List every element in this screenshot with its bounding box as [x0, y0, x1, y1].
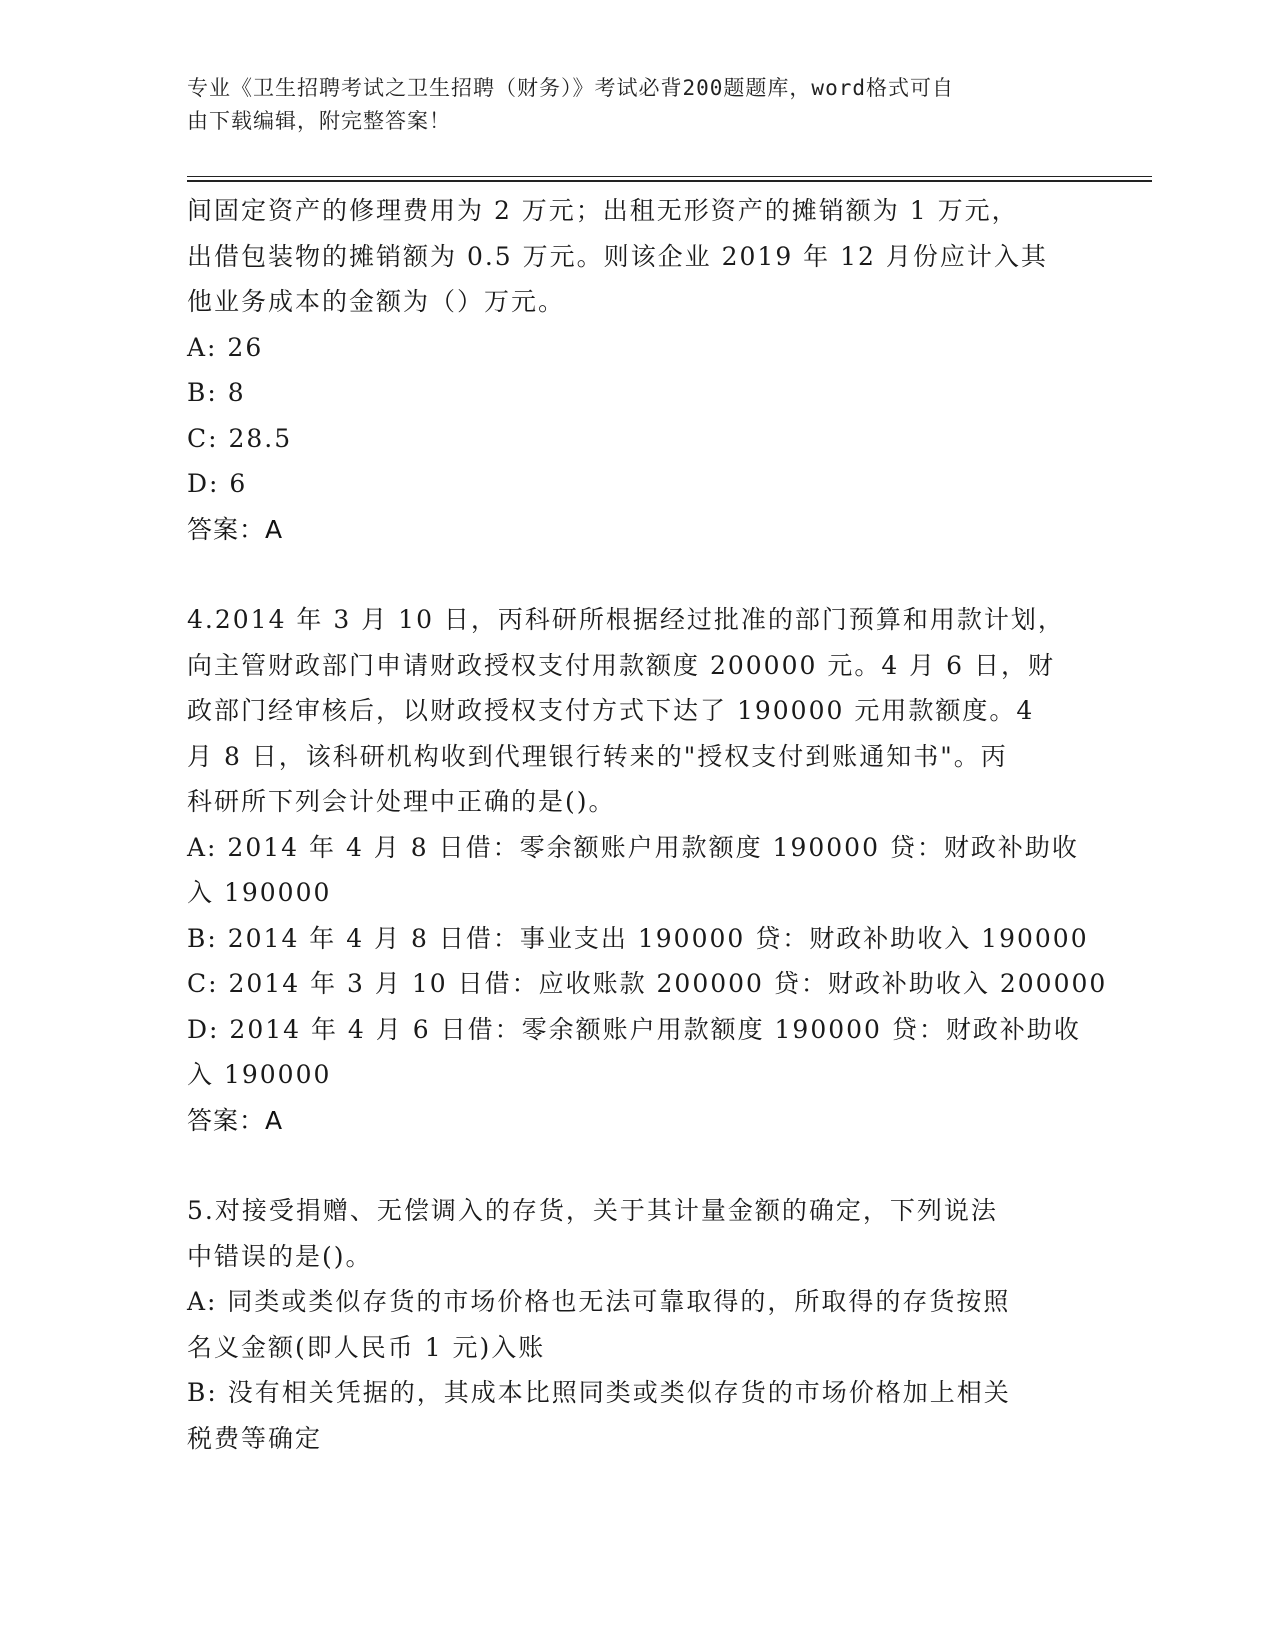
question-4-stem-line-2: 向主管财政部门申请财政授权支付用款额度 200000 元。4 月 6 日，财 [187, 650, 1055, 680]
question-5-option-b: B: 没有相关凭据的，其成本比照同类或类似存货的市场价格加上相关 [187, 1378, 1011, 1407]
header-divider-thick [187, 180, 1152, 182]
question-5-option-a: A: 同类或类似存货的市场价格也无法可靠取得的，所取得的存货按照 [187, 1287, 1011, 1316]
question-4-option-d-cont: 入 190000 [187, 1060, 332, 1089]
question-3-stem-line-2: 出借包装物的摊销额为 0.5 万元。则该企业 2019 年 12 月份应计入其 [187, 241, 1048, 271]
question-4-stem-line-4: 月 8 日，该科研机构收到代理银行转来的"授权支付到账通知书"。丙 [187, 741, 1008, 771]
question-4-option-b: B: 2014 年 4 月 8 日借：事业支出 190000 贷：财政补助收入 190000 [187, 923, 1089, 953]
question-3-stem-line-1: 间固定资产的修理费用为 2 万元；出租无形资产的摊销额为 1 万元， [187, 196, 1019, 225]
header-divider-thin [187, 176, 1152, 177]
question-4-stem-line-5: 科研所下列会计处理中正确的是()。 [187, 787, 616, 816]
question-4-option-c: C: 2014 年 3 月 10 日借：应收账款 200000 贷：财政补助收入 200000 [187, 969, 1108, 998]
question-4-option-a: A: 2014 年 4 月 8 日借：零余额账户用款额度 190000 贷：财政补助收 [187, 832, 1079, 862]
spacer [187, 552, 1077, 597]
question-4-answer: 答案：A [187, 1105, 284, 1135]
question-4-option-d: D: 2014 年 4 月 6 日借：零余额账户用款额度 190000 贷：财政补助收 [187, 1014, 1081, 1044]
spacer [187, 1143, 1077, 1188]
question-3-option-a: A: 26 [187, 332, 264, 362]
question-3-stem-line-3: 他业务成本的金额为（）万元。 [187, 287, 566, 316]
document-body [187, 188, 1108, 1461]
header-line-2: 由下载编辑，附完整答案！ [187, 109, 451, 133]
header-line-1: 专业《卫生招聘考试之卫生招聘（财务）》考试必背200题题库，word格式可自 [187, 76, 954, 100]
question-3 [187, 188, 1077, 552]
document-header [187, 72, 1087, 138]
question-5-stem-line-2: 中错误的是()。 [187, 1241, 373, 1271]
question-5-stem-line-1: 5.对接受捐赠、无偿调入的存货，关于其计量金额的确定，下列说法 [187, 1196, 998, 1225]
question-5-option-b-cont: 税费等确定 [187, 1423, 323, 1453]
question-3-option-c: C: 28.5 [187, 423, 293, 453]
question-4-option-a-cont: 入 190000 [187, 878, 332, 907]
question-4-stem-line-1: 4.2014 年 3 月 10 日，丙科研所根据经过批准的部门预算和用款计划， [187, 605, 1065, 634]
question-4 [187, 597, 1108, 1143]
question-3-answer: 答案：A [187, 514, 284, 544]
question-5-option-a-cont: 名义金额(即人民币 1 元)入账 [187, 1332, 546, 1362]
question-4-stem-line-3: 政部门经审核后，以财政授权支付方式下达了 190000 元用款额度。4 [187, 696, 1035, 725]
question-3-option-d: D: 6 [187, 469, 248, 498]
question-5 [187, 1188, 1077, 1461]
question-3-option-b: B: 8 [187, 378, 246, 407]
